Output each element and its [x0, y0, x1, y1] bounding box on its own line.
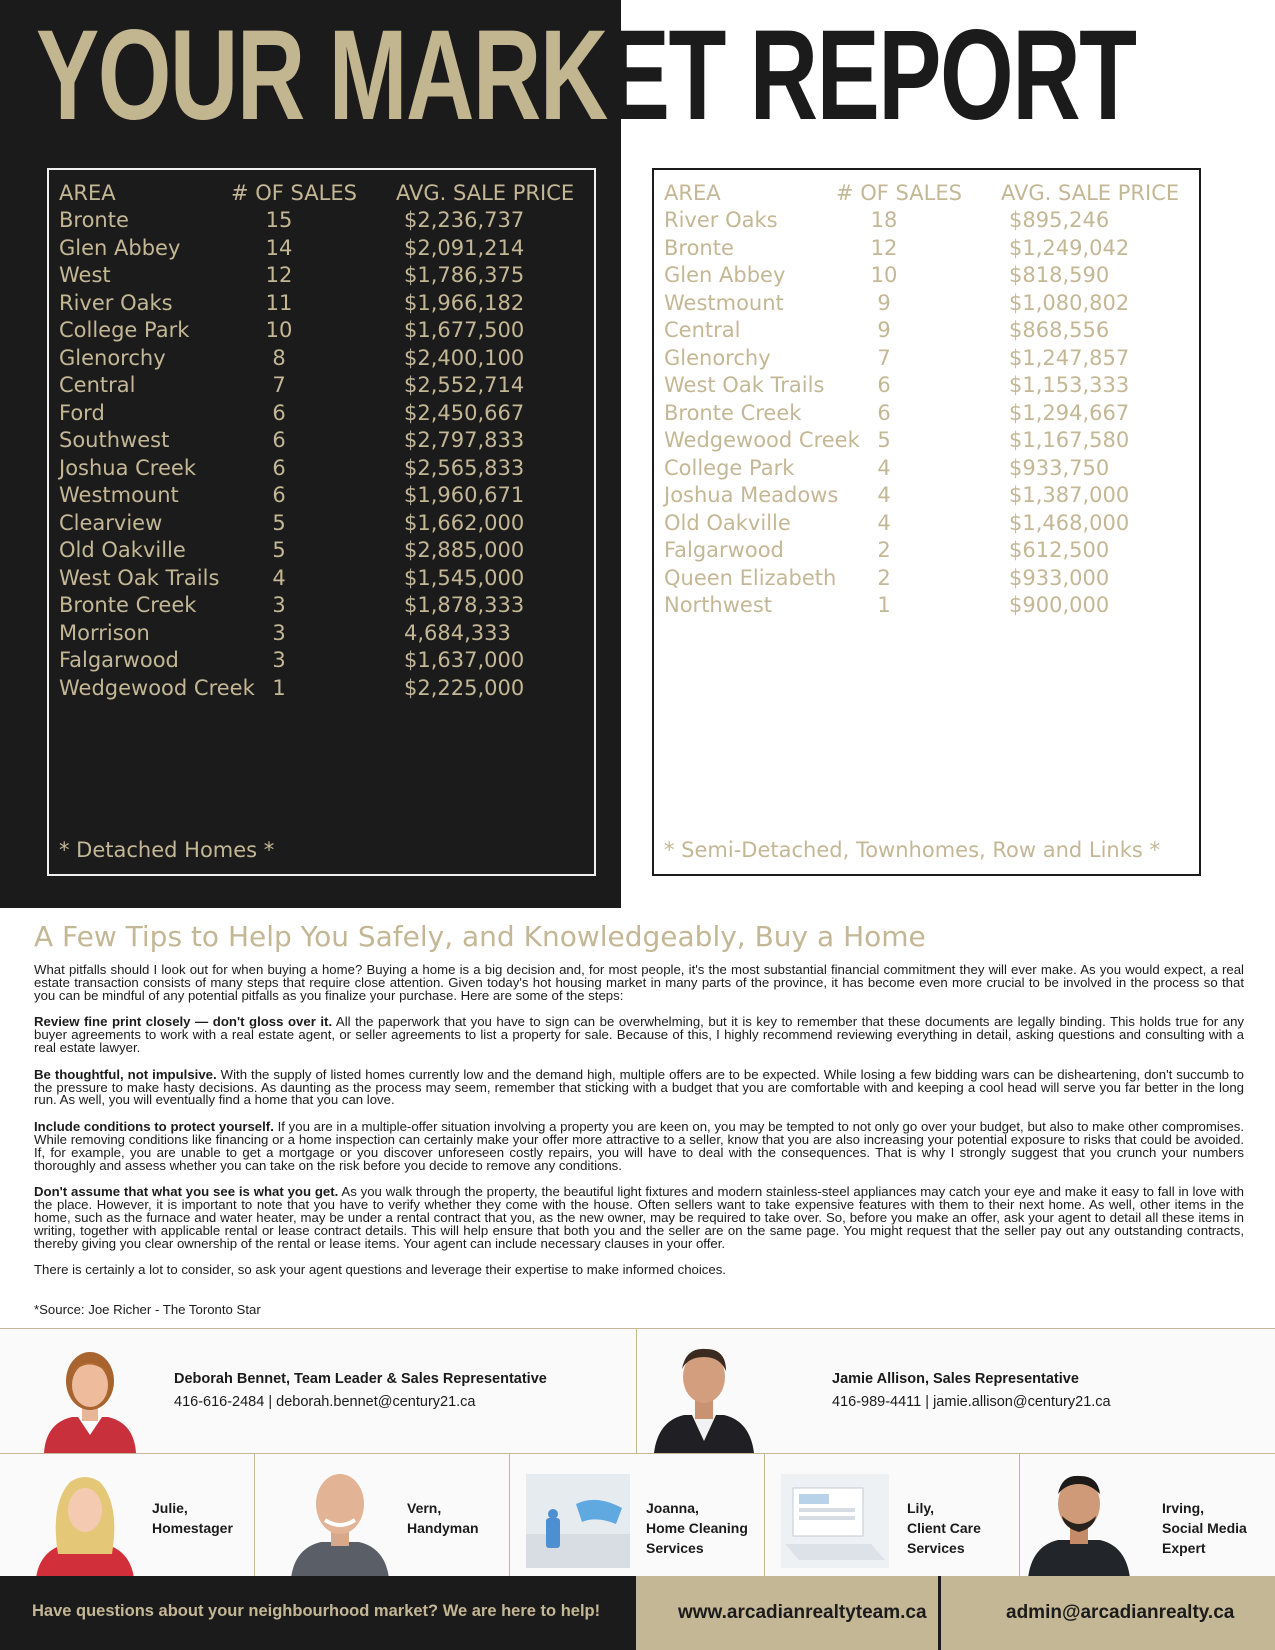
footer-contact-bar: [636, 1576, 1275, 1650]
area-cell: Wedgewood Creek: [59, 675, 255, 700]
website-link[interactable]: www.arcadianrealtyteam.ca: [678, 1602, 927, 1623]
area-cell: West Oak Trails: [59, 565, 220, 590]
table-row: [59, 400, 584, 427]
price-cell: $1,080,802: [1009, 290, 1130, 315]
helper-label: [646, 1498, 748, 1558]
table-row: [59, 207, 584, 234]
price-cell: $1,153,333: [1009, 373, 1130, 397]
area-cell: Old Oakville: [664, 510, 791, 535]
helper-role: Home Cleaning: [646, 1520, 748, 1536]
sales-cell: 15: [265, 208, 293, 232]
sales-cell: 6: [272, 483, 286, 507]
helper-role: Homestager: [152, 1520, 233, 1536]
price-cell: $1,249,042: [1009, 235, 1130, 260]
table-row: [59, 482, 584, 509]
table-row: [664, 565, 1189, 592]
area-cell: Morrison: [59, 620, 150, 645]
area-cell: Old Oakville: [59, 538, 186, 562]
column-header-sales: # OF SALES: [231, 181, 357, 205]
helper-role: Client Care: [907, 1520, 981, 1536]
table-row: [59, 262, 584, 289]
tip-heading: Be thoughtful, not impulsive.: [34, 1066, 217, 1082]
helper-label: [1162, 1498, 1247, 1558]
area-cell: Clearview: [59, 510, 163, 535]
avatar: [30, 1464, 140, 1578]
helper-role: Handyman: [407, 1520, 479, 1536]
team-section: [0, 1328, 1275, 1577]
report-title: [36, 6, 1136, 146]
sales-cell: 3: [272, 593, 286, 617]
area-cell: Ford: [59, 400, 105, 425]
area-cell: Bronte: [59, 208, 129, 232]
helper-name: Joanna,: [646, 1500, 699, 1516]
tip-heading: Don't assume that what you see is what you get.: [34, 1184, 339, 1200]
table-row: [59, 290, 584, 317]
table-row: [59, 455, 584, 482]
footer-divider: [938, 1576, 941, 1650]
table-row: [664, 455, 1189, 482]
price-cell: $2,450,667: [404, 400, 525, 425]
tip-text: All the paperwork that you have to sign can be overwhelming, but it is key to remember that these documents are legally binding. This holds true for any buyer agreements to work with a real estate agent, or seller agreements to list a property for sale. Because of this, I highly recommend reviewing everything in detail, asking questions and consulting with a real estate lawyer.: [34, 1014, 1245, 1055]
price-cell: $612,500: [1009, 538, 1110, 562]
sales-cell: 6: [877, 373, 891, 397]
helper-card: [255, 1454, 510, 1578]
sales-cell: 2: [877, 565, 891, 590]
price-cell: $868,556: [1009, 318, 1110, 342]
area-cell: Joshua Creek: [59, 455, 196, 480]
area-cell: Westmount: [664, 290, 784, 315]
helper-role-2: Services: [646, 1540, 704, 1556]
price-cell: $1,637,000: [404, 648, 525, 672]
price-cell: $933,750: [1009, 455, 1110, 480]
column-header-area: AREA: [59, 181, 116, 205]
sales-cell: 3: [272, 620, 286, 645]
contact-separator: |: [925, 1394, 930, 1410]
price-cell: $1,677,500: [404, 318, 525, 342]
area-cell: Glenorchy: [59, 345, 166, 370]
column-header-price: AVG. SALE PRICE: [1001, 181, 1180, 205]
area-cell: Central: [59, 373, 136, 397]
lead-name: Jamie Allison, Sales Representative: [832, 1371, 1079, 1387]
helper-card: [765, 1454, 1020, 1578]
price-cell: $1,786,375: [404, 263, 525, 287]
tip-heading: Include conditions to protect yourself.: [34, 1119, 274, 1135]
table-row: [59, 427, 584, 454]
helper-role: Social Media: [1162, 1520, 1247, 1536]
price-cell: $2,797,833: [404, 428, 525, 452]
table-row: [59, 372, 584, 399]
sales-cell: 5: [877, 428, 891, 452]
area-cell: West: [59, 263, 111, 287]
tip-text: With the supply of listed homes currently low and the demand high, multiple offers are to be expected. While losing a few bidding wars can be disheartening, don't succumb to the pressure to make hasty decisions. As daunting as the process may seem, remember that sticking with a budget that you are comfortable with and keeping a cool head will serve you far better in the long run. As well, you will eventually find a home that you can love.: [34, 1066, 1245, 1108]
avatar: [1024, 1464, 1134, 1578]
table-row: [664, 207, 1189, 234]
tip-item: [34, 1066, 1245, 1108]
helper-label: [407, 1498, 479, 1538]
price-cell: 4,684,333: [404, 620, 511, 645]
area-cell: Glenorchy: [664, 345, 771, 370]
area-cell: Bronte: [664, 235, 734, 260]
laptop-photo: [781, 1464, 889, 1578]
area-cell: Glen Abbey: [664, 263, 786, 287]
helper-name: Irving,: [1162, 1500, 1205, 1516]
price-cell: $2,225,000: [404, 675, 525, 700]
title-part-dark: ET REPORT: [606, 4, 1136, 147]
sales-cell: 18: [870, 208, 898, 232]
tip-text: As you walk through the property, the beautiful light fixtures and modern stainless-steel appliances may catch your eye and make it easy to fall in love with the place. However, it is important to note that you have to verify whether they come with the house. Often sellers want to take expensive features with them to their next home. As well, other items in the home, such as the furnace and water heater, may be under a rental contract that you, as the new owner, may be required to take over. So, before you make an offer, ask your agent to detail all these items in writing, together with applicable rental or lease contract details. This will help ensure that both you and the seller are on the same page. You might request that the seller pay out any outstanding contracts, thereby giving you clear ownership of the rental or lease items. Your agent can include necessary clauses in your offer.: [34, 1184, 1244, 1251]
sales-cell: 6: [877, 400, 891, 425]
area-cell: Joshua Meadows: [664, 483, 839, 507]
lead-contact: [832, 1394, 1111, 1410]
price-cell: $933,000: [1009, 565, 1110, 590]
tips-intro: What pitfalls should I look out for when buying a home? Buying a home is a big decision and, for most people, it's the most substantial financial commitment they will ever make. As you would expect, a real estate transaction consists of many steps that require close attention. Given today's hot housing market in many parts of the province, it has become even more crucial to be involved in the process so that you can be mindful of any potential pitfalls as you finalize your purchase. Here are some of the steps:: [34, 962, 1244, 1003]
table-row: [59, 345, 584, 372]
team-lead-card: [0, 1329, 637, 1453]
tip-text: If you are in a multiple-offer situation involving a property you are keen on, you may be tempted to not only go over your budget, but also to make other compromises. While removing conditions like financing or a home inspection can certainly make your offer more attractive to a seller, know that you are also increasing your potential exposure to risks that could be avoided. If, for example, you are unable to get a mortgage or you discover unforeseen costly repairs, you will have to deal with the consequences. That is why I strongly suggest that you crunch your numbers thoroughly and assess whether you can take on the risk before you decide to remove any conditions.: [34, 1119, 1244, 1173]
table-row: [664, 290, 1189, 317]
sales-cell: 9: [877, 290, 891, 315]
price-cell: $1,294,667: [1009, 400, 1130, 425]
area-cell: College Park: [664, 455, 795, 480]
area-cell: Northwest: [664, 593, 773, 617]
lead-contact: [174, 1394, 476, 1410]
area-cell: Glen Abbey: [59, 235, 181, 260]
contact-separator: |: [268, 1394, 273, 1410]
tip-item: [34, 1186, 1244, 1250]
sales-cell: 1: [272, 675, 286, 700]
helpers-row: [0, 1453, 1275, 1578]
helper-label: [907, 1498, 981, 1558]
price-cell: $818,590: [1009, 263, 1110, 287]
table-row: [664, 510, 1189, 537]
price-cell: $1,247,857: [1009, 345, 1130, 370]
sales-cell: 12: [265, 263, 293, 287]
price-cell: $2,400,100: [404, 345, 525, 370]
footer-cta-text: Have questions about your neighbourhood market? We are here to help!: [32, 1602, 601, 1620]
table-row: [59, 537, 584, 564]
detached-homes-note: * Detached Homes *: [59, 838, 275, 862]
price-cell: $1,878,333: [404, 593, 525, 617]
sales-cell: 11: [265, 290, 293, 315]
semi-detached-note: * Semi-Detached, Townhomes, Row and Links *: [664, 838, 1161, 862]
tips-closing: There is certainly a lot to consider, so ask your agent questions and leverage their expertise to make informed choices.: [34, 1262, 726, 1278]
table-row: [59, 235, 584, 262]
helper-card: [0, 1454, 255, 1578]
helper-card: [510, 1454, 765, 1578]
table-row: [664, 345, 1189, 372]
price-cell: $1,387,000: [1009, 483, 1130, 507]
table-row: [664, 592, 1189, 619]
sales-cell: 1: [877, 593, 891, 617]
area-cell: Southwest: [59, 428, 170, 452]
price-cell: $2,091,214: [404, 235, 525, 260]
sales-cell: 4: [877, 455, 891, 480]
price-cell: $895,246: [1009, 208, 1110, 232]
sales-cell: 6: [272, 455, 286, 480]
sales-cell: 9: [877, 318, 891, 342]
table-row: [59, 675, 584, 702]
table-row: [664, 372, 1189, 399]
sales-cell: 4: [272, 565, 286, 590]
semi-detached-table: [652, 168, 1201, 876]
area-cell: Falgarwood: [664, 538, 784, 562]
email-link[interactable]: admin@arcadianrealty.ca: [1006, 1602, 1235, 1623]
area-cell: West Oak Trails: [664, 373, 825, 397]
detached-homes-table: [47, 168, 596, 876]
helper-card: [1020, 1454, 1275, 1578]
helper-name: Lily,: [907, 1500, 934, 1516]
area-cell: College Park: [59, 318, 190, 342]
area-cell: Westmount: [59, 483, 179, 507]
sales-cell: 5: [272, 538, 286, 562]
sales-cell: 8: [272, 345, 286, 370]
avatar: [285, 1464, 395, 1578]
helper-role-2: Expert: [1162, 1540, 1206, 1556]
avatar: [650, 1339, 758, 1453]
price-cell: $2,552,714: [404, 373, 525, 397]
helper-role-2: Services: [907, 1540, 965, 1556]
tip-item: [34, 1016, 1244, 1054]
column-header-sales: # OF SALES: [836, 181, 962, 205]
table-row: [664, 482, 1189, 509]
price-cell: $2,565,833: [404, 455, 525, 480]
price-cell: $2,236,737: [404, 208, 525, 232]
column-header-price: AVG. SALE PRICE: [396, 181, 575, 205]
sales-cell: 3: [272, 648, 286, 672]
sales-cell: 10: [265, 318, 293, 342]
tips-source: *Source: Joe Richer - The Toronto Star: [34, 1302, 261, 1317]
helper-name: Julie,: [152, 1500, 188, 1516]
table-row: [664, 427, 1189, 454]
avatar: [36, 1339, 144, 1453]
table-row: [664, 262, 1189, 289]
footer-cta-bar: [0, 1576, 636, 1650]
table-row: [664, 537, 1189, 564]
sales-cell: 2: [877, 538, 891, 562]
table-row: [59, 647, 584, 674]
sales-cell: 6: [272, 428, 286, 452]
sales-cell: 4: [877, 510, 891, 535]
helper-label: [152, 1498, 233, 1538]
table-header: [664, 180, 1189, 207]
price-cell: $1,960,671: [404, 483, 525, 507]
cleaning-photo: [526, 1464, 630, 1578]
price-cell: $1,468,000: [1009, 510, 1130, 535]
area-cell: Queen Elizabeth: [664, 565, 837, 590]
area-cell: Bronte Creek: [59, 593, 197, 617]
price-cell: $1,167,580: [1009, 428, 1130, 452]
area-cell: Falgarwood: [59, 648, 179, 672]
phone-link[interactable]: 416-989-4411: [832, 1394, 922, 1410]
title-part-gold: YOUR MARK: [36, 4, 607, 147]
footer: [0, 1576, 1275, 1650]
table-row: [59, 620, 584, 647]
sales-cell: 10: [870, 263, 898, 287]
sales-cell: 12: [870, 235, 898, 260]
tip-item: [34, 1121, 1244, 1172]
area-cell: Central: [664, 318, 741, 342]
sales-cell: 14: [265, 235, 293, 260]
helper-name: Vern,: [407, 1500, 442, 1516]
area-cell: Wedgewood Creek: [664, 428, 860, 452]
phone-link[interactable]: 416-616-2484: [174, 1394, 265, 1410]
sales-cell: 7: [877, 345, 891, 370]
table-row: [664, 400, 1189, 427]
table-row: [59, 592, 584, 619]
tips-title: A Few Tips to Help You Safely, and Knowledgeably, Buy a Home: [34, 920, 926, 953]
price-cell: $1,662,000: [404, 510, 525, 535]
tips-body: [34, 964, 1244, 1291]
table-row: [59, 565, 584, 592]
price-cell: $2,885,000: [404, 538, 525, 562]
column-header-area: AREA: [664, 181, 721, 205]
sales-cell: 4: [877, 483, 891, 507]
table-row: [59, 510, 584, 537]
price-cell: $900,000: [1009, 593, 1110, 617]
price-cell: $1,966,182: [404, 290, 525, 315]
area-cell: River Oaks: [664, 208, 778, 232]
email-link[interactable]: deborah.bennet@century21.ca: [276, 1394, 476, 1410]
table-row: [664, 235, 1189, 262]
tip-heading: Review fine print closely — don't gloss over it.: [34, 1014, 333, 1030]
email-link[interactable]: jamie.allison@century21.ca: [933, 1394, 1111, 1410]
lead-name: Deborah Bennet, Team Leader & Sales Representative: [174, 1371, 547, 1387]
price-cell: $1,545,000: [404, 565, 525, 590]
table-row: [59, 317, 584, 344]
table-header: [59, 180, 584, 207]
area-cell: Bronte Creek: [664, 400, 802, 425]
sales-cell: 5: [272, 510, 286, 535]
sales-cell: 7: [272, 373, 286, 397]
team-lead-card: [636, 1329, 1272, 1453]
area-cell: River Oaks: [59, 290, 173, 315]
sales-cell: 6: [272, 400, 286, 425]
table-row: [664, 317, 1189, 344]
